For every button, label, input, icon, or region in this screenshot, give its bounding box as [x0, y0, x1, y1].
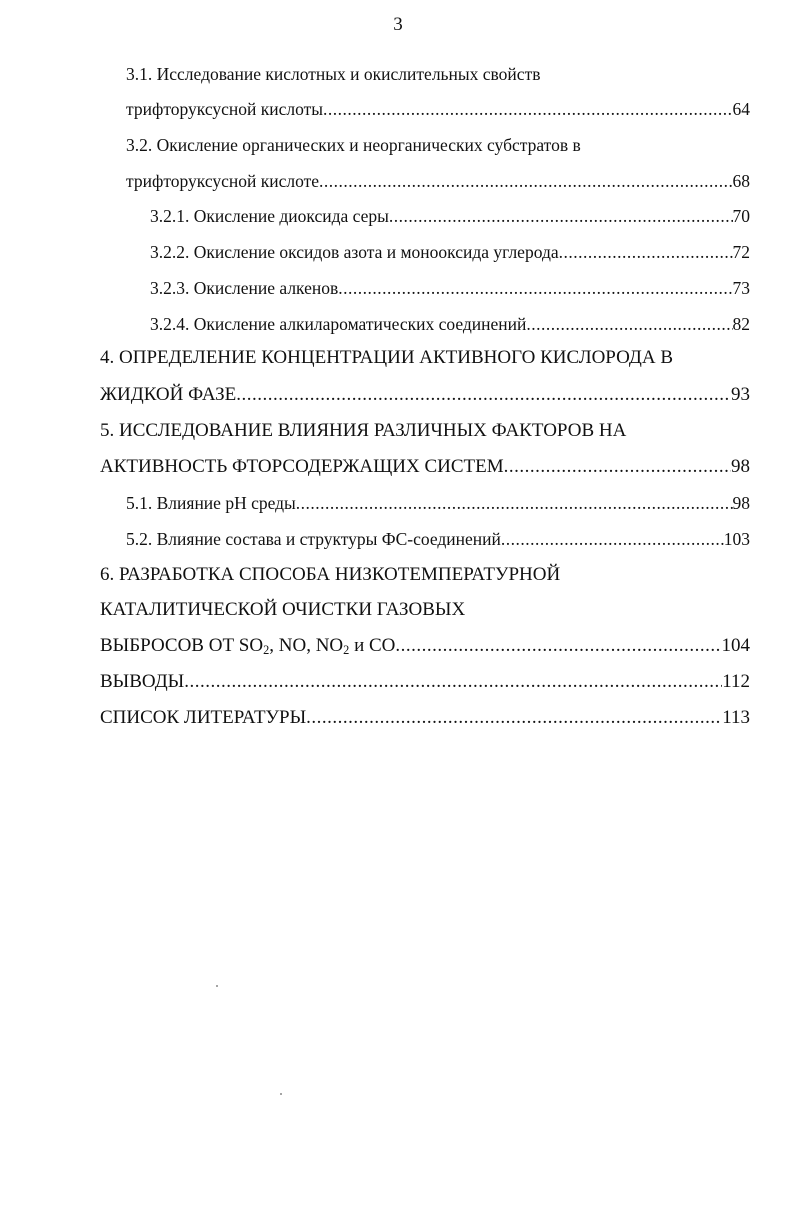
dot-leader: [184, 668, 722, 696]
toc-entry-text: 3.2.2. Окисление оксидов азота и монооксида углерода: [150, 242, 559, 262]
toc-page-number: 82: [732, 314, 750, 334]
toc-entry-text: трифторуксусной кислоте: [126, 171, 320, 191]
toc-page-number: 73: [732, 278, 750, 298]
toc-entry-text: ЖИДКОЙ ФАЗЕ: [100, 384, 237, 405]
toc-entry-3-2-4[interactable]: [150, 310, 750, 338]
toc-entry-3-2-2[interactable]: [150, 238, 750, 266]
toc-page-number: 104: [721, 635, 750, 656]
toc-entry-text: СПИСОК ЛИТЕРАТУРЫ: [100, 707, 307, 728]
toc-entry-5[interactable]: [100, 453, 750, 481]
toc-page-number: 68: [732, 171, 750, 191]
toc-entry-5-2[interactable]: [126, 525, 750, 553]
toc-entry-text: 3.2.4. Окисление алкилароматических соединений: [150, 314, 527, 334]
dot-leader: [559, 238, 733, 266]
toc-page-number: 70: [732, 206, 750, 226]
toc-page-number: 98: [731, 456, 750, 477]
toc-entry-text: КАТАЛИТИЧЕСКОЙ ОЧИСТКИ ГАЗОВЫХ: [100, 599, 466, 620]
dot-leader: [306, 704, 722, 732]
toc-entry-3-2-line1: [126, 131, 750, 159]
scan-speck: [216, 985, 218, 987]
toc-entry-text: 4. ОПРЕДЕЛЕНИЕ КОНЦЕНТРАЦИИ АКТИВНОГО КИСЛОРОДА В: [100, 347, 673, 368]
toc-entry-text: 5.2. Влияние состава и структуры ФС-соединений: [126, 529, 501, 549]
toc-entry-text: 3.2.3. Окисление алкенов: [150, 278, 339, 298]
toc-text-part: ВЫБРОСОВ ОТ SO: [100, 635, 264, 656]
toc-entry-3-1[interactable]: [126, 95, 750, 123]
subscript: 2: [263, 643, 270, 658]
toc-entry-6[interactable]: [100, 632, 750, 660]
toc-page-number: 64: [732, 99, 750, 119]
dot-leader: [323, 95, 732, 123]
toc-entry-5-1[interactable]: [126, 489, 750, 517]
toc-entry-conclusions[interactable]: [100, 668, 750, 696]
toc-text-part: и CO: [349, 635, 396, 656]
toc-text-part: , NO, NO: [269, 635, 344, 656]
toc-entry-3-2-3[interactable]: [150, 274, 750, 302]
toc-entry-text: трифторуксусной кислоты: [126, 99, 324, 119]
toc-entry-4-line1: [100, 344, 750, 372]
toc-page-number: 98: [732, 493, 750, 513]
toc-page-number: 112: [722, 671, 750, 692]
dot-leader: [504, 453, 731, 481]
toc-entry-references[interactable]: [100, 704, 750, 732]
toc-entry-text: 5.1. Влияние pH среды: [126, 493, 296, 513]
toc-entry-3-2-1[interactable]: [150, 202, 750, 230]
dot-leader: [236, 381, 731, 409]
toc-entry-3-1-line1: [126, 60, 750, 88]
subscript: 2: [343, 643, 350, 658]
toc-entry-text: 3.2. Окисление органических и неорганических субстратов в: [126, 135, 581, 155]
toc-entry-6-line1: [100, 561, 750, 589]
scan-speck: [280, 1093, 282, 1095]
dot-leader: [296, 489, 733, 517]
toc-page-number: 93: [731, 384, 750, 405]
toc-entry-text: АКТИВНОСТЬ ФТОРСОДЕРЖАЩИХ СИСТЕМ: [100, 456, 504, 477]
dot-leader: [501, 525, 724, 553]
toc-entry-text: 3.2.1. Окисление диоксида серы: [150, 206, 389, 226]
toc-entry-text: 3.1. Исследование кислотных и окислительных свойств: [126, 64, 541, 84]
toc-entry-6-line2: [100, 596, 750, 624]
page-number: 3: [393, 14, 403, 35]
toc-entry-3-2[interactable]: [126, 167, 750, 195]
dot-leader: [319, 167, 732, 195]
dot-leader: [526, 310, 732, 338]
dot-leader: [389, 202, 733, 230]
toc-page-number: 103: [723, 529, 750, 549]
dot-leader: [338, 274, 732, 302]
toc-page-number: 72: [732, 242, 750, 262]
toc-entry-4[interactable]: [100, 381, 750, 409]
toc-entry-text: 6. РАЗРАБОТКА СПОСОБА НИЗКОТЕМПЕРАТУРНОЙ: [100, 564, 561, 585]
toc-entry-text: [100, 632, 395, 660]
toc-entry-text: 5. ИССЛЕДОВАНИЕ ВЛИЯНИЯ РАЗЛИЧНЫХ ФАКТОРОВ НА: [100, 420, 627, 441]
toc-page-number: 113: [722, 707, 750, 728]
toc-entry-5-line1: [100, 417, 750, 445]
toc-entry-text: ВЫВОДЫ: [100, 671, 185, 692]
dot-leader: [395, 632, 721, 660]
